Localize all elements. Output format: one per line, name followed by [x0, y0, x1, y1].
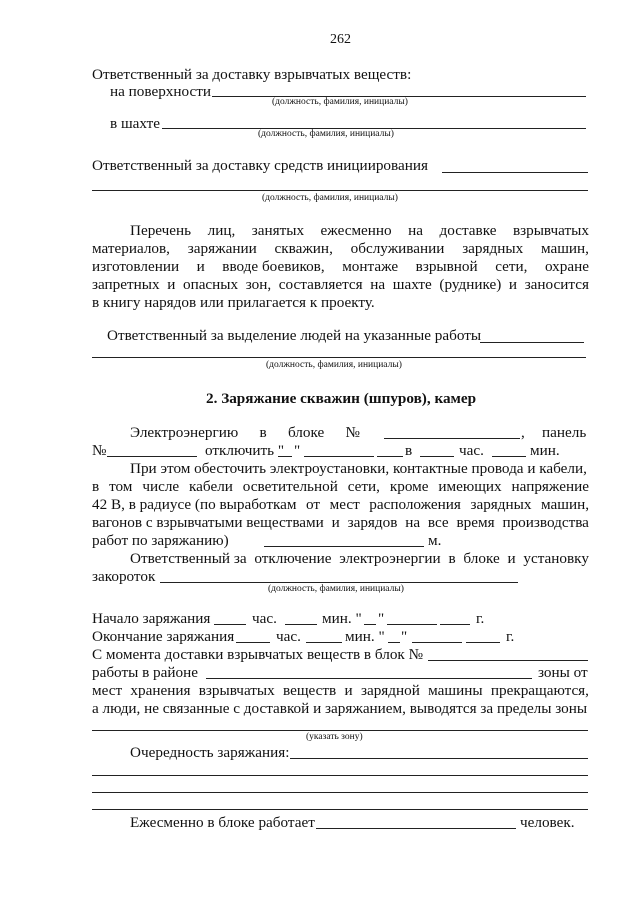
start-year-label: г. — [476, 610, 485, 627]
word: лиц, — [207, 222, 236, 239]
word: зарядных — [470, 496, 532, 513]
deenergize-line-4 — [92, 514, 589, 531]
from-delivery-label: С момента доставки взрывчатых веществ в блок № — [92, 646, 424, 663]
start-hours-label: час. — [252, 610, 277, 627]
word: установку — [523, 550, 589, 567]
word: 42 В, в радиусе (по выработкам — [92, 496, 297, 513]
evacuation-line: а люди, не связанные с доставкой и заряжанием, выводятся за пределы зоны — [92, 700, 588, 717]
end-day-field[interactable] — [388, 642, 400, 643]
word: занятых — [251, 222, 305, 239]
word: скважин, — [274, 240, 333, 257]
word: машин, — [540, 240, 589, 257]
word: расположения — [369, 496, 461, 513]
start-hour-field[interactable] — [214, 624, 246, 625]
end-hours-label: час. — [276, 628, 301, 645]
word: числе — [142, 478, 180, 495]
end-year-field[interactable] — [466, 642, 500, 643]
word: Ответственный за — [130, 550, 247, 567]
electricity-responsible-field[interactable] — [160, 582, 518, 583]
people-responsible-caption: (должность, фамилия, инициалы) — [266, 360, 402, 370]
word: зарядов — [347, 514, 398, 531]
word: доставке — [439, 222, 497, 239]
disconnect-month-field[interactable] — [304, 456, 374, 457]
people-unit-label: человек. — [520, 814, 575, 831]
minutes-label: мин. — [530, 442, 560, 459]
list-paragraph-line-2 — [92, 240, 589, 257]
word: ежесменно — [320, 222, 392, 239]
list-paragraph-line-4 — [92, 276, 589, 293]
word: шахте — [392, 276, 432, 293]
disconnect-label: отключить " — [205, 442, 285, 459]
on-surface-label: на поверхности — [110, 83, 212, 100]
word: осветительной — [242, 478, 338, 495]
people-responsible-field-1[interactable] — [480, 342, 584, 343]
panel-number-field[interactable] — [107, 456, 197, 457]
electricity-responsible-line-1 — [130, 550, 589, 567]
radius-field[interactable] — [264, 546, 424, 547]
start-day-field[interactable] — [364, 624, 376, 625]
word: в — [259, 424, 267, 441]
storage-line — [92, 682, 589, 699]
hours-label: час. — [459, 442, 484, 459]
end-year-label: г. — [506, 628, 515, 645]
quote-mark: " — [294, 442, 301, 459]
word: производства — [502, 514, 589, 531]
word: кроме — [389, 478, 429, 495]
list-paragraph-line-1 — [130, 222, 589, 239]
delivery-block-field[interactable] — [428, 660, 588, 661]
word: зарядных — [462, 240, 524, 257]
charging-order-field-3[interactable] — [92, 792, 588, 793]
shift-workers-label: Ежесменно в блоке работает — [130, 814, 315, 831]
disconnect-year-field[interactable] — [377, 456, 403, 457]
word: взрывной — [415, 258, 478, 275]
word: имеющих — [438, 478, 502, 495]
comma: , — [521, 424, 525, 441]
zone-caption: (указать зону) — [306, 732, 363, 742]
word: обслуживании — [350, 240, 445, 257]
on-surface-caption: (должность, фамилия, инициалы) — [272, 97, 408, 107]
word: и — [507, 550, 516, 567]
word: все — [427, 514, 449, 531]
deenergize-line-5: работ по заряжанию) — [92, 532, 229, 549]
end-month-field[interactable] — [412, 642, 462, 643]
initiation-field-2[interactable] — [92, 190, 588, 191]
word: составляется — [278, 276, 363, 293]
start-quote: " — [378, 610, 385, 627]
shift-workers-field[interactable] — [316, 828, 516, 829]
word: зарядной — [360, 682, 420, 699]
word: отключение — [254, 550, 332, 567]
charging-order-field-4[interactable] — [92, 809, 588, 810]
electricity-responsible-caption: (должность, фамилия, инициалы) — [268, 584, 404, 594]
people-responsible-label: Ответственный за выделение людей на указанные работы — [107, 327, 482, 344]
word: сети, — [347, 478, 380, 495]
word: запретных — [92, 276, 160, 293]
charging-order-label: Очередность заряжания: — [130, 744, 290, 761]
disconnect-hour-field[interactable] — [420, 456, 454, 457]
word: блоке — [463, 550, 500, 567]
word: и — [196, 258, 205, 275]
section-2-title: 2. Заряжание скважин (шпуров), камер — [206, 390, 477, 407]
word: изготовлении — [92, 258, 180, 275]
word: кабели — [189, 478, 233, 495]
word: на — [408, 222, 424, 239]
word: от — [306, 496, 321, 513]
word: в — [92, 478, 100, 495]
initiation-field-1[interactable] — [442, 172, 588, 173]
word: сети, — [495, 258, 528, 275]
word: прекращаются, — [490, 682, 589, 699]
list-paragraph-line-3 — [92, 258, 589, 275]
page-number: 262 — [330, 32, 351, 47]
word: и — [508, 276, 518, 293]
in-mine-caption: (должность, фамилия, инициалы) — [258, 129, 394, 139]
word: хранения — [130, 682, 191, 699]
zones-from-label: зоны от — [538, 664, 588, 681]
disconnect-minute-field[interactable] — [492, 456, 526, 457]
deenergize-line-1: При этом обесточить электроустановки, контактные провода и кабели, — [130, 460, 587, 477]
in-label: в — [405, 442, 413, 459]
block-number-field[interactable] — [384, 438, 520, 439]
start-minute-field[interactable] — [285, 624, 317, 625]
end-minutes-label: мин. " — [345, 628, 385, 645]
end-minute-field[interactable] — [306, 642, 342, 643]
deenergize-line-3 — [92, 496, 589, 513]
zone-field[interactable] — [92, 730, 588, 731]
no-sign: № — [92, 442, 107, 459]
word: № — [345, 424, 360, 441]
word: веществ — [283, 682, 337, 699]
word: машин, — [541, 496, 589, 513]
word: время — [456, 514, 495, 531]
word: зон, — [245, 276, 272, 293]
deenergize-line-2 — [92, 478, 589, 495]
charging-end-label: Окончание заряжания — [92, 628, 235, 645]
word: Электроэнергию — [130, 424, 239, 441]
word: заряжании — [187, 240, 257, 257]
disconnect-day-field[interactable] — [278, 456, 292, 457]
word: вводе боевиков, — [222, 258, 325, 275]
word: в — [448, 550, 456, 567]
charging-start-label: Начало заряжания — [92, 610, 211, 627]
word: машины — [428, 682, 483, 699]
word: взрывчатых — [198, 682, 275, 699]
end-hour-field[interactable] — [236, 642, 270, 643]
work-area-field[interactable] — [206, 678, 532, 679]
charging-order-field-1[interactable] — [290, 758, 588, 759]
word: мест — [329, 496, 360, 513]
word: Перечень — [130, 222, 192, 239]
end-quote: " — [401, 628, 408, 645]
electricity-line-1 — [130, 424, 360, 441]
word: и — [167, 276, 176, 293]
word: монтаже — [342, 258, 399, 275]
initiation-responsible-label: Ответственный за доставку средств инициирования — [92, 157, 428, 174]
list-paragraph-line-5: в книгу нарядов или прилагается к проекту. — [92, 294, 375, 311]
word: том — [109, 478, 133, 495]
word: напряжение — [511, 478, 589, 495]
word: охране — [544, 258, 589, 275]
word: на — [405, 514, 421, 531]
word: электроэнергии — [339, 550, 441, 567]
word: (руднике) — [439, 276, 502, 293]
work-area-label: работы в районе — [92, 664, 198, 681]
word: опасных — [182, 276, 239, 293]
word: на — [370, 276, 386, 293]
in-mine-label: в шахте — [110, 115, 160, 132]
word: вагонов с взрывчатыми веществами — [92, 514, 324, 531]
explosives-responsible-heading: Ответственный за доставку взрывчатых веществ: — [92, 66, 412, 83]
word: материалов, — [92, 240, 170, 257]
jumpers-label: закороток — [92, 568, 156, 585]
word: блоке — [287, 424, 325, 441]
meters-label: м. — [428, 532, 442, 549]
word: взрывчатых — [512, 222, 589, 239]
word: и — [331, 514, 340, 531]
initiation-caption: (должность, фамилия, инициалы) — [262, 193, 398, 203]
start-minutes-label: мин. " — [322, 610, 362, 627]
charging-order-field-2[interactable] — [92, 775, 588, 776]
word: заносится — [524, 276, 589, 293]
start-year-field[interactable] — [440, 624, 470, 625]
people-responsible-field-2[interactable] — [92, 357, 586, 358]
panel-label: панель — [542, 424, 587, 441]
start-month-field[interactable] — [387, 624, 437, 625]
word: и — [344, 682, 353, 699]
word: мест — [92, 682, 123, 699]
